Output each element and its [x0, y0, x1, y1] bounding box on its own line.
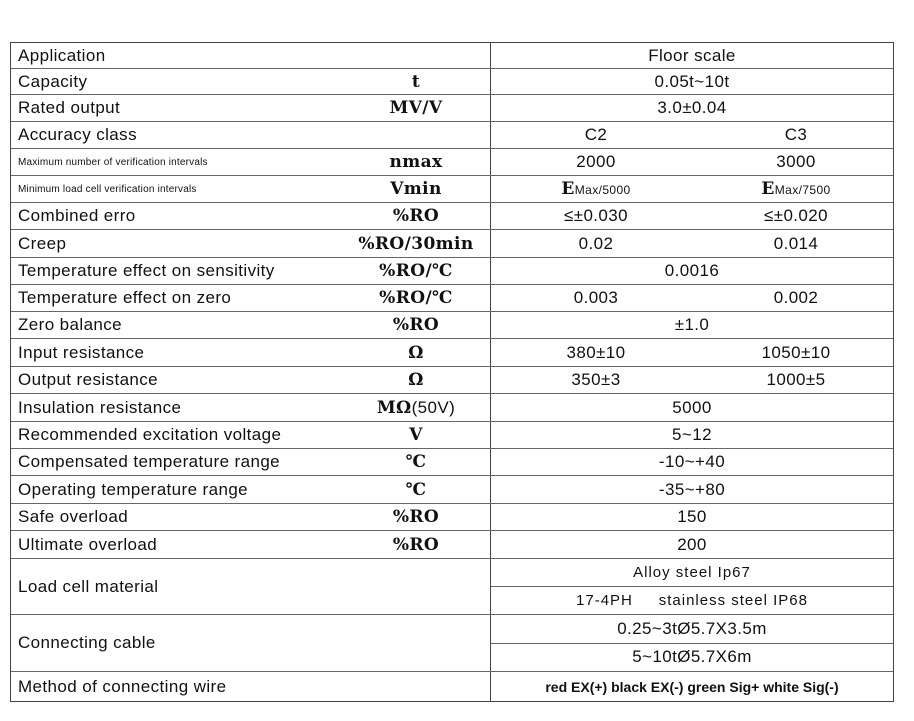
row-unit: %RO	[392, 206, 440, 226]
row-value-c2: 350±3	[571, 370, 621, 389]
table-row-temp-sensitivity	[11, 258, 893, 285]
cable-values	[491, 615, 893, 671]
row-label: Output resistance	[18, 370, 159, 389]
row-value: 0.05t~10t	[654, 71, 730, 91]
table-row-creep	[11, 230, 893, 258]
cable-line-2: 5~10tØ5.7X6m	[491, 643, 893, 672]
row-unit	[341, 398, 491, 418]
row-value: 0.0016	[664, 261, 720, 280]
row-value-c3: 1000±5	[766, 370, 826, 389]
row-label: Zero balance	[18, 315, 123, 334]
material-line-2: 17-4PH stainless steel IP68	[491, 586, 893, 614]
table-row-temp-zero	[11, 285, 893, 312]
row-label: Safe overload	[18, 507, 129, 526]
table-row-accuracy-class	[11, 122, 893, 149]
table-row-capacity	[11, 69, 893, 95]
table-row-wiring	[11, 672, 893, 701]
row-unit: nmax	[389, 152, 443, 172]
row-value-c3: 1050±10	[761, 342, 831, 362]
table-row-insulation	[11, 394, 893, 422]
header-value-cell	[491, 43, 893, 68]
header-value-label: Floor scale	[648, 45, 736, 65]
row-value: 3.0±0.04	[657, 98, 727, 117]
table-row-min-intervals	[11, 176, 893, 203]
table-row-rated-output	[11, 95, 893, 122]
table-row-excitation-voltage	[11, 422, 893, 449]
cable-line-1: 0.25~3tØ5.7X3.5m	[617, 618, 767, 638]
row-value: 150	[677, 507, 707, 526]
row-label: Maximum number of verification intervals	[18, 156, 208, 168]
row-label: Temperature effect on zero	[18, 288, 232, 307]
row-label: Ultimate overload	[18, 534, 158, 554]
row-value-c3: 0.014	[773, 233, 819, 253]
row-label: Minimum load cell verification intervals	[18, 183, 197, 195]
spec-table	[10, 42, 894, 702]
row-unit: V	[409, 425, 423, 445]
row-unit: Ω	[408, 342, 424, 363]
table-row-operating-temp	[11, 476, 893, 504]
row-label: Capacity	[18, 71, 88, 91]
row-label: Input resistance	[18, 342, 145, 362]
row-value-c2: 0.003	[573, 288, 619, 307]
table-row-max-intervals	[11, 149, 893, 176]
table-row-zero-balance	[11, 312, 893, 339]
row-unit: Vmin	[390, 179, 442, 199]
row-label: Rated output	[18, 98, 121, 117]
unit-main: MΩ	[376, 397, 412, 418]
row-unit: ℃	[405, 452, 427, 472]
row-label: Accuracy class	[18, 125, 137, 144]
row-label: Operating temperature range	[18, 479, 249, 499]
row-value: 5~12	[672, 425, 712, 444]
row-value-c3: C3	[784, 125, 808, 144]
row-value-c3: ≤±0.020	[763, 206, 828, 225]
row-unit: MV/V	[389, 98, 443, 118]
row-label: Load cell material	[18, 576, 159, 596]
row-unit: %RO	[392, 315, 440, 335]
e-symbol: E	[561, 179, 575, 199]
row-label: Connecting cable	[18, 633, 156, 652]
table-header-row	[11, 43, 893, 69]
row-unit: %RO/30min	[358, 233, 474, 254]
row-value-c2: 2000	[576, 152, 616, 171]
e-ratio: Max/7500	[774, 183, 831, 197]
table-row-combined-error	[11, 203, 893, 230]
row-label: Insulation resistance	[18, 397, 182, 417]
row-value: -10~+40	[658, 452, 726, 471]
row-label: Method of connecting wire	[18, 676, 227, 696]
table-row-safe-overload	[11, 504, 893, 531]
row-unit: %RO/℃	[379, 288, 453, 308]
row-value-c3: 0.002	[773, 288, 819, 307]
row-value-c2: 380±10	[566, 342, 626, 362]
row-unit: Ω	[408, 370, 424, 390]
row-label: Creep	[18, 233, 67, 253]
row-unit: %RO	[392, 507, 440, 527]
row-value: 200	[677, 534, 707, 554]
table-row-ultimate-overload	[11, 531, 893, 559]
row-value: 5000	[672, 397, 712, 417]
material-values	[491, 559, 893, 614]
unit-voltage: (50V)	[411, 397, 456, 417]
header-param-cell	[11, 43, 491, 68]
row-value-c2	[491, 179, 701, 199]
row-value-c2: C2	[584, 125, 608, 144]
e-ratio: Max/5000	[574, 183, 631, 197]
row-label: Compensated temperature range	[18, 452, 281, 471]
row-value: ±1.0	[674, 315, 710, 334]
table-row-input-resistance	[11, 339, 893, 367]
row-value-c3: 3000	[776, 152, 816, 171]
table-row-compensated-temp	[11, 449, 893, 476]
table-row-material	[11, 559, 893, 615]
row-value-c2: 0.02	[578, 233, 614, 253]
row-unit: %RO/℃	[379, 261, 453, 281]
row-unit: %RO	[392, 534, 440, 555]
material-line-1: Alloy steel Ip67	[633, 564, 751, 581]
row-unit: t	[411, 71, 421, 92]
row-unit: ℃	[405, 479, 427, 500]
row-value-c3	[701, 179, 891, 199]
header-param-label: Application	[18, 45, 106, 65]
row-label: Recommended excitation voltage	[18, 425, 282, 444]
row-value: -35~+80	[658, 479, 726, 499]
wiring-value: red EX(+) black EX(-) green Sig+ white Sig(-)	[545, 678, 839, 695]
row-label: Temperature effect on sensitivity	[18, 261, 275, 280]
e-symbol: E	[761, 179, 775, 199]
table-row-output-resistance	[11, 367, 893, 394]
row-label: Combined erro	[18, 206, 136, 225]
row-value-c2: ≤±0.030	[563, 206, 628, 225]
table-row-cable	[11, 615, 893, 672]
